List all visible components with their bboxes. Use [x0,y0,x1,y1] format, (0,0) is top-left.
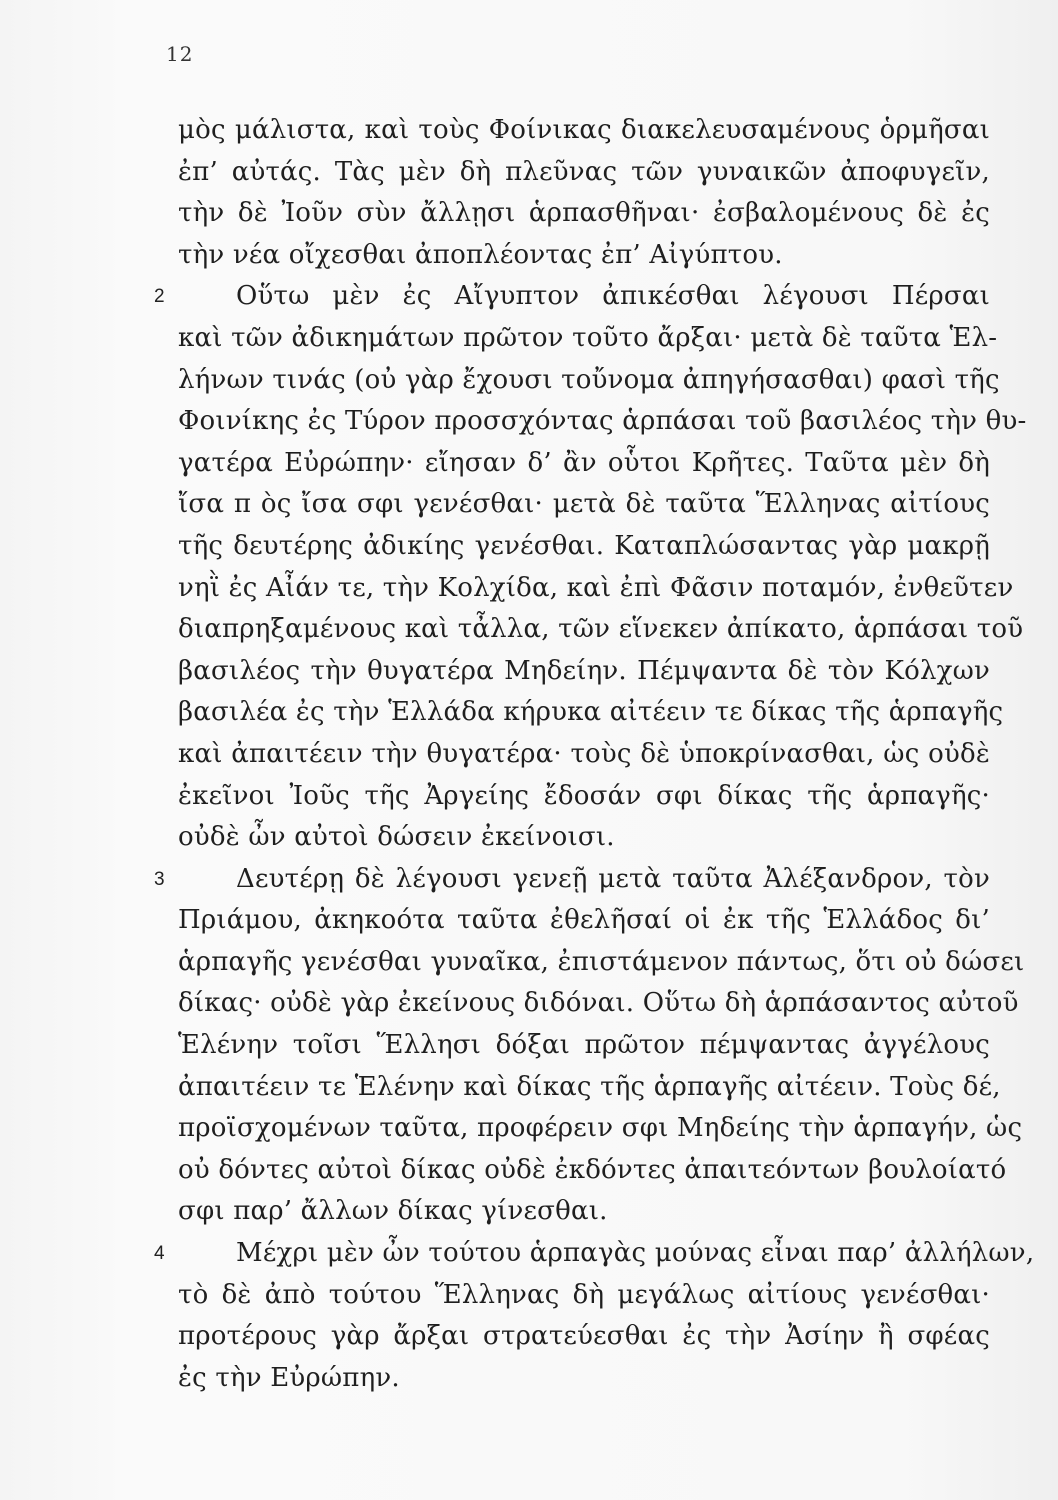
line-text: Οὕτω μὲν ἐς Αἴγυπτον ἀπικέσθαι λέγουσι Πέρσαι [236,281,990,312]
line-text: ἴσα π ὸς ἴσα σφι γενέσθαι· μετὰ δὲ ταῦτα Ἕλληνας αἰτίους [178,489,990,520]
text-line [178,983,1019,1025]
chapter-number: 4 [154,1243,165,1265]
page-number: 12 [166,42,194,66]
text-line [178,734,990,776]
line-text: Πριάμου, ἀκηκοότα ταῦτα ἐθελῆσαί οἱ ἐκ τῆς Ἑλλάδος δι’ [178,905,990,936]
text-line [178,1191,990,1233]
line-text: ἐπ’ αὐτάς. Τὰς μὲν δὴ πλεῦνας τῶν γυναικῶν ἀποφυγεῖν, [178,156,990,187]
text-line [178,900,990,942]
chapter-number: 3 [154,868,165,890]
text-line [178,193,990,235]
text-line [178,110,990,152]
text-line [178,1025,990,1067]
line-text: σφι παρ’ ἄλλων δίκας γίνεσθαι. [178,1196,608,1227]
chapter-number: 2 [154,286,165,308]
line-text: Μέχρι μὲν ὦν τούτου ἁρπαγὰς μούνας εἶναι παρ’ ἀλλήλων, [236,1238,1035,1269]
text-line [178,401,1027,443]
line-text: προτέρους γὰρ ἄρξαι στρατεύεσθαι ἐς τὴν Ἀσίην ἢ σφέας [178,1321,990,1352]
text-line [154,276,990,318]
body-text [154,110,1035,1399]
line-text: Φοινίκης ἐς Τύρον προσσχόντας ἁρπάσαι τοῦ βασιλέος τὴν θυ- [178,406,1027,437]
text-line [178,235,990,277]
text-line [178,651,990,693]
line-text: ἐς τὴν Εὐρώπην. [178,1362,400,1393]
line-text: Δευτέρῃ δὲ λέγουσι γενεῇ μετὰ ταῦτα Ἀλέξανδρον, τὸν [236,863,990,894]
line-text: δίκας· οὐδὲ γὰρ ἐκείνους διδόναι. Οὕτω δὴ ἁρπάσαντος αὐτοῦ [178,988,1019,1019]
text-line [178,817,990,859]
line-text: οὐδὲ ὦν αὐτοὶ δώσειν ἐκείνοισι. [178,822,615,853]
text-line [178,776,990,818]
line-text: καὶ ἀπαιτέειν τὴν θυγατέρα· τοὺς δὲ ὑποκρίνασθαι, ὡς οὐδὲ [178,738,990,769]
line-text: νηῒ ἐς Αἶάν τε, τὴν Κολχίδα, καὶ ἐπὶ Φᾶσιν ποταμόν, ἐνθεῦτεν [178,572,1014,603]
line-text: τὸ δὲ ἀπὸ τούτου Ἕλληνας δὴ μεγάλως αἰτίους γενέσθαι· [178,1279,990,1310]
text-line [178,1358,990,1400]
text-line [178,360,1000,402]
text-line [178,942,1025,984]
text-line [178,568,1014,610]
line-text: ἐκεῖνοι Ἰοῦς τῆς Ἀργείης ἔδοσάν σφι δίκας τῆς ἁρπαγῆς· [178,780,990,811]
line-text: τῆς δευτέρης ἀδικίης γενέσθαι. Καταπλώσαντας γὰρ μακρῇ [178,530,990,561]
text-line [178,1150,1007,1192]
line-text: βασιλέος τὴν θυγατέρα Μηδείην. Πέμψαντα δὲ τὸν Κόλχων [178,655,990,686]
text-line [178,692,1004,734]
line-text: λήνων τινάς (οὐ γὰρ ἔχουσι τοὔνομα ἀπηγήσασθαι) φασὶ τῆς [178,364,1000,395]
text-line [154,859,990,901]
line-text: τὴν δὲ Ἰοῦν σὺν ἄλλῃσι ἁρπασθῆναι· ἐσβαλομένους δὲ ἐς [178,198,990,229]
text-line [154,1233,1035,1275]
text-line [178,318,998,360]
line-text: Ἑλένην τοῖσι Ἕλλησι δόξαι πρῶτον πέμψαντας ἀγγέλους [178,1030,990,1061]
text-line [178,1275,990,1317]
line-text: διαπρηξαμένους καὶ τἆλλα, τῶν εἵνεκεν ἀπίκατο, ἁρπάσαι τοῦ [178,614,1024,645]
line-text: προϊσχομένων ταῦτα, προφέρειν σφι Μηδείης τὴν ἁρπαγήν, ὡς [178,1113,1023,1144]
text-line [178,484,990,526]
line-text: βασιλέα ἐς τὴν Ἑλλάδα κήρυκα αἰτέειν τε δίκας τῆς ἁρπαγῆς [178,697,1004,728]
text-line [178,1108,1023,1150]
text-line [178,1067,1001,1109]
line-text: ἀπαιτέειν τε Ἑλένην καὶ δίκας τῆς ἁρπαγῆς αἰτέειν. Τοὺς δέ, [178,1071,1001,1102]
line-text: ἁρπαγῆς γενέσθαι γυναῖκα, ἐπιστάμενον πάντως, ὅτι οὐ δώσει [178,946,1025,977]
line-text: γατέρα Εὐρώπην· εἴησαν δ’ ἂν οὗτοι Κρῆτες. Ταῦτα μὲν δὴ [178,447,990,478]
text-line [178,609,1024,651]
text-line [178,1316,990,1358]
line-text: καὶ τῶν ἀδικημάτων πρῶτον τοῦτο ἄρξαι· μετὰ δὲ ταῦτα Ἑλ- [178,322,998,353]
line-text: μὸς μάλιστα, καὶ τοὺς Φοίνικας διακελευσαμένους ὁρμῆσαι [178,115,990,145]
line-text: οὐ δόντες αὐτοὶ δίκας οὐδὲ ἐκδόντες ἀπαιτεόντων βουλοίατό [178,1154,1007,1185]
text-line [178,443,990,485]
text-line [178,152,990,194]
text-line [178,526,990,568]
line-text: τὴν νέα οἴχεσθαι ἀποπλέοντας ἐπ’ Αἰγύπτου. [178,239,783,270]
